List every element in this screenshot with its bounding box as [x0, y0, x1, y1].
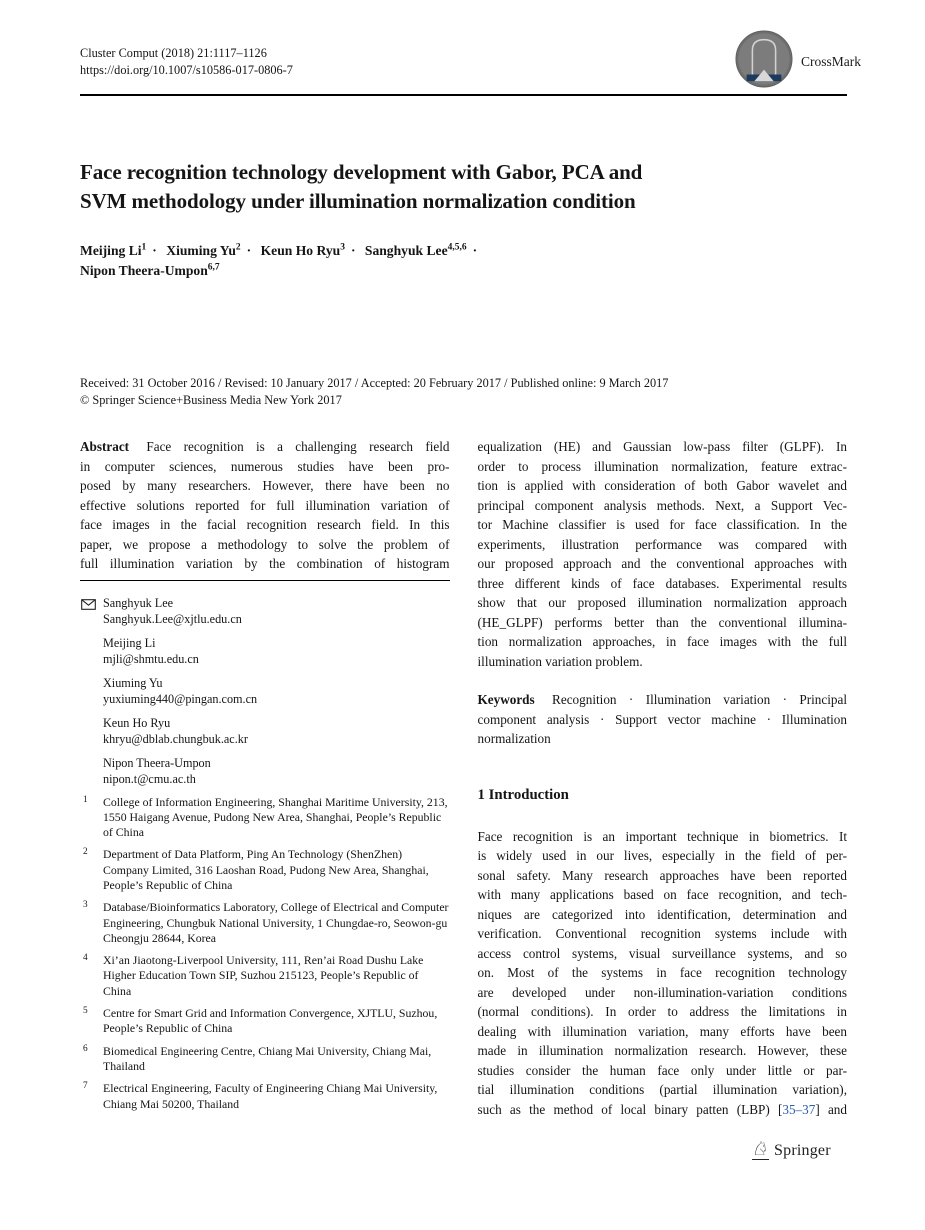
- contact-entry: [80, 675, 450, 707]
- abstract-column-2: [478, 437, 848, 671]
- affiliation-text: Biomedical Engineering Centre, Chiang Mai University, Chiang Mai, Thailand: [103, 1043, 432, 1073]
- text-line: (HE_GLPF) performs better than the conventional illumina-: [477, 614, 847, 630]
- body-columns: [80, 437, 847, 1119]
- affiliation-text: Xi’an Jiaotong-Liverpool University, 111, Ren’ai Road Dushu Lake Higher Education Town SIP, Suzhou 215123, People’s Republic of China: [103, 953, 424, 998]
- author-separator: ·: [350, 243, 356, 258]
- text-line: paper, we propose a methodology to solve the problem of: [80, 536, 450, 552]
- springer-logo: [752, 1141, 831, 1160]
- author-superscript: 3: [340, 242, 345, 253]
- journal-header: [80, 45, 293, 79]
- text-line: order to process illumination normalization, feature extrac-: [477, 458, 847, 474]
- section-heading-introduction: 1 Introduction: [477, 786, 569, 803]
- text-line: face images in the facial recognition research field. In this: [80, 517, 450, 532]
- author-superscript: 2: [235, 242, 241, 253]
- journal-ref: Cluster Comput (2018) 21:1117–1126: [80, 46, 267, 60]
- contact-name: Sanghyuk Lee: [103, 595, 174, 610]
- right-column: [478, 437, 848, 1119]
- keywords-block: [478, 690, 848, 749]
- contact-name: Nipon Theera-Umpon: [103, 755, 211, 770]
- text-line: in computer sciences, numerous studies have been pro-: [80, 458, 450, 474]
- author-name: Meijing Li$^1$: [80, 242, 147, 258]
- text-line: tion normalization approaches, in face images with the full: [477, 634, 847, 649]
- contact-name: Xiuming Yu: [103, 675, 163, 690]
- contact-name: Keun Ho Ryu: [103, 715, 171, 730]
- springer-label: Springer: [774, 1142, 831, 1159]
- text-line: tial illumination conditions (partial illumination variation),: [477, 1082, 847, 1097]
- affiliation-text: Department of Data Platform, Ping An Technology (ShenZhen) Company Limited, 316 Laoshan Road, Pudong New Area, Shanghai, People’s Republic of China: [103, 847, 429, 892]
- text-line: niques are categorized into identification, determination and: [477, 906, 847, 922]
- contact-entry: [80, 755, 450, 787]
- citation-link[interactable]: 35–37: [782, 1101, 816, 1117]
- affiliation-number: 5: [83, 1006, 88, 1017]
- doi-text: https://doi.org/10.1007/s10586-017-0806-7: [80, 63, 293, 77]
- author-name: Keun Ho Ryu$^3$: [260, 242, 345, 258]
- text-line: SVM methodology under illumination normalization condition: [80, 189, 636, 213]
- contact-entry: [80, 715, 450, 747]
- text-line: dealing with illumination variation, many efforts have been: [477, 1023, 847, 1039]
- affiliation-entry: [80, 953, 450, 999]
- text-line: made in illumination normalization research. However, these: [477, 1043, 847, 1058]
- text-line: are developed under non-illumination-variation conditions: [477, 984, 847, 1000]
- left-column: [80, 437, 450, 1119]
- envelope-icon: [81, 598, 96, 614]
- author-superscript: 4,5,6: [447, 242, 467, 253]
- affiliations-block: [80, 795, 450, 1112]
- authors-line: [80, 241, 847, 281]
- text-line: tor Machine classifier is used for face classification. In the: [477, 517, 847, 532]
- affiliation-number: 3: [83, 900, 88, 911]
- affiliation-text: Centre for Smart Grid and Information Convergence, XJTLU, Suzhou, People’s Republic of China: [103, 1006, 438, 1036]
- author-name: Sanghyuk Lee$^{4,5,6}$: [364, 242, 467, 258]
- text-line: show that our proposed illumination normalization approach: [477, 595, 847, 610]
- contact-name: Meijing Li: [103, 635, 156, 650]
- keywords-first-line: Keywords Recognition · Illumination variation · Principal: [477, 692, 847, 707]
- text-line: posed by many researchers. However, there have been no: [80, 478, 450, 493]
- author-separator: ·: [152, 243, 157, 258]
- intro-last-line: such as the method of local binary patten (LBP) [35–37] and: [477, 1101, 847, 1117]
- author-superscript: 1: [141, 242, 147, 253]
- affiliation-text: Electrical Engineering, Faculty of Engineering Chiang Mai University, Chiang Mai 50200, Thailand: [103, 1081, 438, 1111]
- crossmark-icon: [735, 30, 793, 93]
- abstract-label: Abstract: [80, 439, 130, 454]
- affiliation-entry: [80, 1044, 450, 1075]
- header-rule: [80, 94, 847, 96]
- affiliation-text: College of Information Engineering, Shanghai Maritime University, 213, 1550 Haigang Avenue, Pudong New Area, Shanghai, People’s Republic of China: [103, 794, 448, 840]
- contact-email: Sanghyuk.Lee@xjtlu.edu.cn: [103, 611, 242, 626]
- affiliation-entry: [80, 795, 450, 841]
- text-line: normalization: [477, 731, 551, 746]
- text-line: with many applications based on face recognition, and tech-: [477, 887, 847, 902]
- paper-title: [80, 158, 847, 216]
- crossmark-label: CrossMark: [801, 53, 861, 69]
- contact-entry: [80, 595, 450, 627]
- contact-email: yuxiuming440@pingan.com.cn: [103, 691, 258, 706]
- text-line: (normal conditions). In order to address the limitations in: [477, 1004, 847, 1019]
- contact-email: mjli@shmtu.edu.cn: [103, 651, 199, 666]
- intro-paragraph: [478, 827, 848, 1120]
- text-line: component analysis · Support vector machine · Illumination: [477, 711, 847, 727]
- author-separator: ·: [246, 243, 252, 258]
- contact-email: khryu@dblab.chungbuk.ac.kr: [103, 731, 248, 746]
- affiliation-number: 7: [83, 1081, 88, 1092]
- affiliation-text: Database/Bioinformatics Laboratory, College of Electrical and Computer Engineering, Chungbuk National University, 1 Chungdae-ro, Seowon-gu Cheongju 28644, Korea: [103, 900, 449, 945]
- contacts-block: [80, 595, 450, 787]
- text-line: our proposed approach and the conventional approaches with: [477, 556, 847, 571]
- text-line: sonal safety. Many research approaches have been reported: [477, 867, 847, 883]
- text-line: full illumination variation by the combination of histogram: [80, 556, 450, 571]
- text-line: is widely used in our lives, especially in the field of per-: [477, 848, 847, 863]
- text-line: Face recognition technology development with Gabor, PCA and: [80, 160, 643, 184]
- contact-email: nipon.t@cmu.ac.th: [103, 771, 196, 786]
- keywords-label: Keywords: [477, 692, 535, 707]
- text-line: equalization (HE) and Gaussian low-pass filter (GLPF). In: [477, 439, 847, 454]
- text-line: principal component analysis methods. Next, a Support Vec-: [477, 497, 847, 513]
- text-line: access control systems, visual surveillance systems, and so: [477, 945, 847, 961]
- abstract-first-line: Abstract Face recognition is a challenging research field: [80, 439, 450, 454]
- text-line: verification. Conventional recognition systems include with: [477, 926, 847, 941]
- author-separator: ·: [472, 243, 478, 258]
- affiliation-number: 6: [83, 1043, 88, 1054]
- text-line: Face recognition is an important technique in biometrics. It: [477, 828, 847, 844]
- contact-entry: [80, 635, 450, 667]
- text-line: illumination variation problem.: [477, 653, 643, 669]
- text-line: experiments, illustration performance was compared with: [477, 536, 847, 552]
- text-line: three different kinds of face databases. Experimental results: [477, 575, 847, 591]
- author-name: Nipon Theera-Umpon$^{6,7}$: [80, 262, 220, 278]
- author-superscript: 6,7: [207, 262, 220, 273]
- author-name: Xiuming Yu$^2$: [166, 242, 241, 258]
- text-line: effective solutions reported for full illumination variation of: [80, 497, 450, 513]
- springer-horse-icon: ♘: [752, 1139, 770, 1160]
- dates-block: [80, 375, 847, 408]
- text-line: studies consider the human face only under little or par-: [477, 1062, 847, 1078]
- affiliation-entry: [80, 1006, 450, 1037]
- affiliation-entry: [80, 900, 450, 946]
- copyright-line: © Springer Science+Business Media New York 2017: [80, 392, 342, 407]
- abstract-column-1: [80, 437, 450, 574]
- affiliation-number: 1: [83, 794, 88, 805]
- affiliation-entry: [80, 1081, 450, 1112]
- affiliation-number: 2: [83, 847, 88, 858]
- text-line: tion is applied with consideration of both Gabor wavelet and: [477, 478, 847, 493]
- crossmark-badge[interactable]: [735, 30, 861, 93]
- affiliation-entry: [80, 847, 450, 893]
- received-line: Received: 31 October 2016 / Revised: 10 January 2017 / Accepted: 20 February 2017 / Published online: 9 March 2017: [80, 376, 669, 390]
- affiliation-number: 4: [83, 953, 88, 964]
- text-line: on. Most of the systems in face recognition technology: [477, 965, 847, 980]
- footnote-rule: [80, 580, 450, 581]
